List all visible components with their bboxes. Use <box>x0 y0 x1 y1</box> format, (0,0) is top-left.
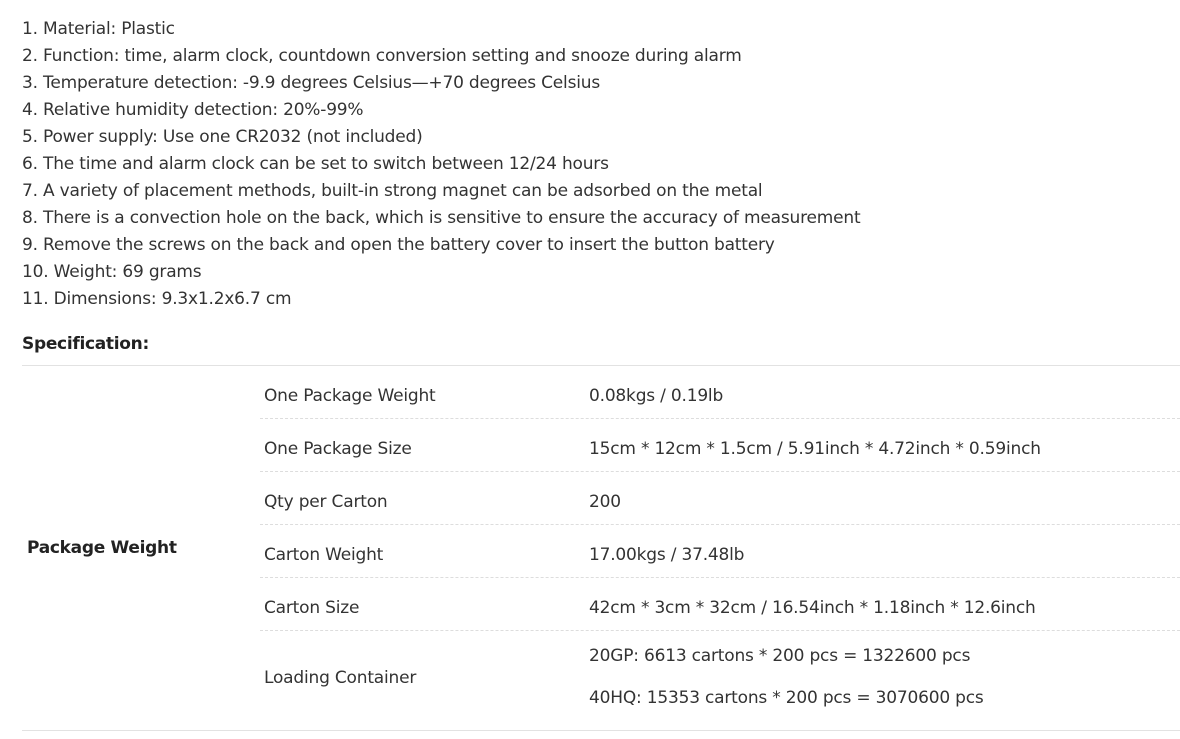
package-weight-group-label: Package Weight <box>27 538 177 558</box>
row-value: 0.08kgs / 0.19lb <box>589 386 724 406</box>
row-value: 17.00kgs / 37.48lb <box>589 545 745 565</box>
table-row <box>260 525 1180 578</box>
feature-item: 3. Temperature detection: -9.9 degrees Celsius—+70 degrees Celsius <box>22 73 600 93</box>
feature-item: 7. A variety of placement methods, built-in strong magnet can be adsorbed on the metal <box>22 181 763 201</box>
feature-item: 11. Dimensions: 9.3x1.2x6.7 cm <box>22 289 292 309</box>
row-value: 15cm * 12cm * 1.5cm / 5.91inch * 4.72inch * 0.59inch <box>589 439 1041 459</box>
feature-item: 2. Function: time, alarm clock, countdown conversion setting and snooze during alarm <box>22 46 742 66</box>
feature-item: 1. Material: Plastic <box>22 19 175 39</box>
table-row <box>260 472 1180 525</box>
specification-table <box>22 365 1180 731</box>
feature-item: 5. Power supply: Use one CR2032 (not included) <box>22 127 423 147</box>
row-value-40hq: 40HQ: 15353 cartons * 200 pcs = 3070600 pcs <box>589 688 984 708</box>
feature-item: 4. Relative humidity detection: 20%-99% <box>22 100 364 120</box>
row-value: 200 <box>589 492 621 512</box>
spec-rows <box>260 366 1180 739</box>
feature-item: 10. Weight: 69 grams <box>22 262 202 282</box>
row-label: Carton Weight <box>264 545 384 565</box>
feature-item: 9. Remove the screws on the back and open the battery cover to insert the button battery <box>22 235 775 255</box>
row-label: One Package Weight <box>264 386 436 406</box>
row-label: Carton Size <box>264 598 360 618</box>
table-row <box>260 578 1180 631</box>
row-value-20gp: 20GP: 6613 cartons * 200 pcs = 1322600 pcs <box>589 646 971 666</box>
table-row <box>260 366 1180 419</box>
row-label: Qty per Carton <box>264 492 388 512</box>
row-label: Loading Container <box>264 668 417 688</box>
row-label: One Package Size <box>264 439 412 459</box>
feature-list <box>22 16 860 313</box>
feature-item: 8. There is a convection hole on the back, which is sensitive to ensure the accuracy of measurement <box>22 208 861 228</box>
specification-heading: Specification: <box>22 334 149 354</box>
table-row-loading-container <box>260 631 1180 739</box>
feature-item: 6. The time and alarm clock can be set to switch between 12/24 hours <box>22 154 609 174</box>
row-value: 42cm * 3cm * 32cm / 16.54inch * 1.18inch * 12.6inch <box>589 598 1036 618</box>
table-row <box>260 419 1180 472</box>
